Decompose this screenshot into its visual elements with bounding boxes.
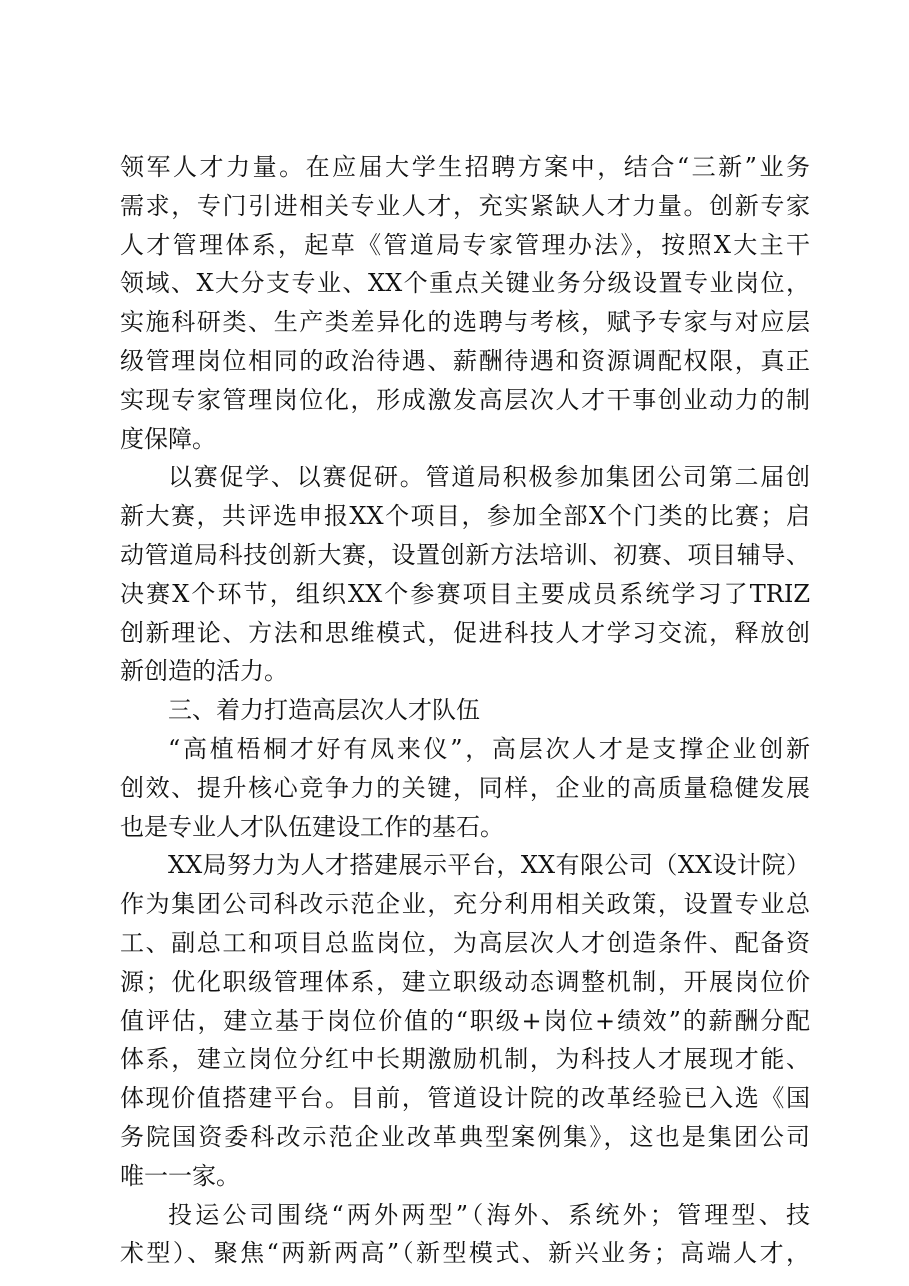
paragraph-line: 新大赛，共评选申报XX个项目，参加全部X个门类的比赛；启 <box>120 502 810 531</box>
paragraph-line: 体系，建立岗位分红中长期激励机制，为科技人才展现才能、 <box>120 1045 810 1074</box>
paragraph-line: 作为集团公司科改示范企业，充分利用相关政策，设置专业总 <box>120 890 810 919</box>
paragraph-line: 度保障。 <box>120 424 216 453</box>
paragraph-line: 动管道局科技创新大赛，设置创新方法培训、初赛、项目辅导、 <box>120 540 810 569</box>
paragraph-line: 新创造的活力。 <box>120 657 288 686</box>
paragraph-line: 创效、提升核心竞争力的关键，同样，企业的高质量稳健发展 <box>120 773 810 802</box>
paragraph-line: 唯一一家。 <box>120 1161 240 1190</box>
paragraph-line: 领域、X大分支专业、XX个重点关键业务分级设置专业岗位， <box>120 269 810 298</box>
paragraph-line: “高植梧桐才好有凤来仪”，高层次人才是支撑企业创新 <box>168 734 810 763</box>
section-heading-text: 三、着力打造高层次人才队伍 <box>168 696 480 725</box>
document-body <box>120 148 810 1273</box>
section-heading <box>120 691 810 730</box>
paragraph-line: 体现价值搭建平台。目前，管道设计院的改革经验已入选《国 <box>120 1084 810 1113</box>
paragraph-line: 领军人才力量。在应届大学生招聘方案中，结合“三新”业务 <box>120 153 810 181</box>
paragraph-line: 投运公司围绕“两外两型”（海外、系统外；管理型、技 <box>168 1200 810 1229</box>
paragraph-line: 工、副总工和项目总监岗位，为高层次人才创造条件、配备资 <box>120 928 810 957</box>
paragraph-line: 人才管理体系，起草《管道局专家管理办法》，按照X大主干 <box>120 230 810 259</box>
paragraph-line: 需求，专门引进相关专业人才，充实紧缺人才力量。创新专家 <box>120 191 810 220</box>
paragraph-line: 以赛促学、以赛促研。管道局积极参加集团公司第二届创 <box>168 463 810 492</box>
paragraph-line: 值评估，建立基于岗位价值的“职级+岗位+绩效”的薪酬分配 <box>120 1006 810 1035</box>
paragraph-line: 创新理论、方法和思维模式，促进科技人才学习交流，释放创 <box>120 618 810 647</box>
paragraph-operation-company <box>120 1196 810 1274</box>
paragraph-line: 实现专家管理岗位化，形成激发高层次人才干事创业动力的制 <box>120 385 810 414</box>
paragraph-line: 术型）、聚焦“两新两高”（新型模式、新兴业务；高端人才， <box>120 1239 810 1268</box>
paragraph-competition <box>120 458 810 691</box>
paragraph-line: XX局努力为人才搭建展示平台，XX有限公司（XX设计院） <box>168 851 810 880</box>
paragraph-line: 务院国资委科改示范企业改革典型案例集》，这也是集团公司 <box>120 1122 810 1151</box>
paragraph-line: 决赛X个环节，组织XX个参赛项目主要成员系统学习了TRIZ <box>120 579 810 608</box>
paragraph-line: 源；优化职级管理体系，建立职级动态调整机制，开展岗位价 <box>120 967 810 996</box>
paragraph-design-institute <box>120 846 810 1195</box>
paragraph-high-level-talent <box>120 730 810 846</box>
paragraph-line: 级管理岗位相同的政治待遇、薪酬待遇和资源调配权限，真正 <box>120 346 810 375</box>
paragraph-line: 也是专业人才队伍建设工作的基石。 <box>120 812 504 841</box>
paragraph-talent-force <box>120 148 810 458</box>
paragraph-line: 实施科研类、生产类差异化的选聘与考核，赋予专家与对应层 <box>120 308 810 337</box>
